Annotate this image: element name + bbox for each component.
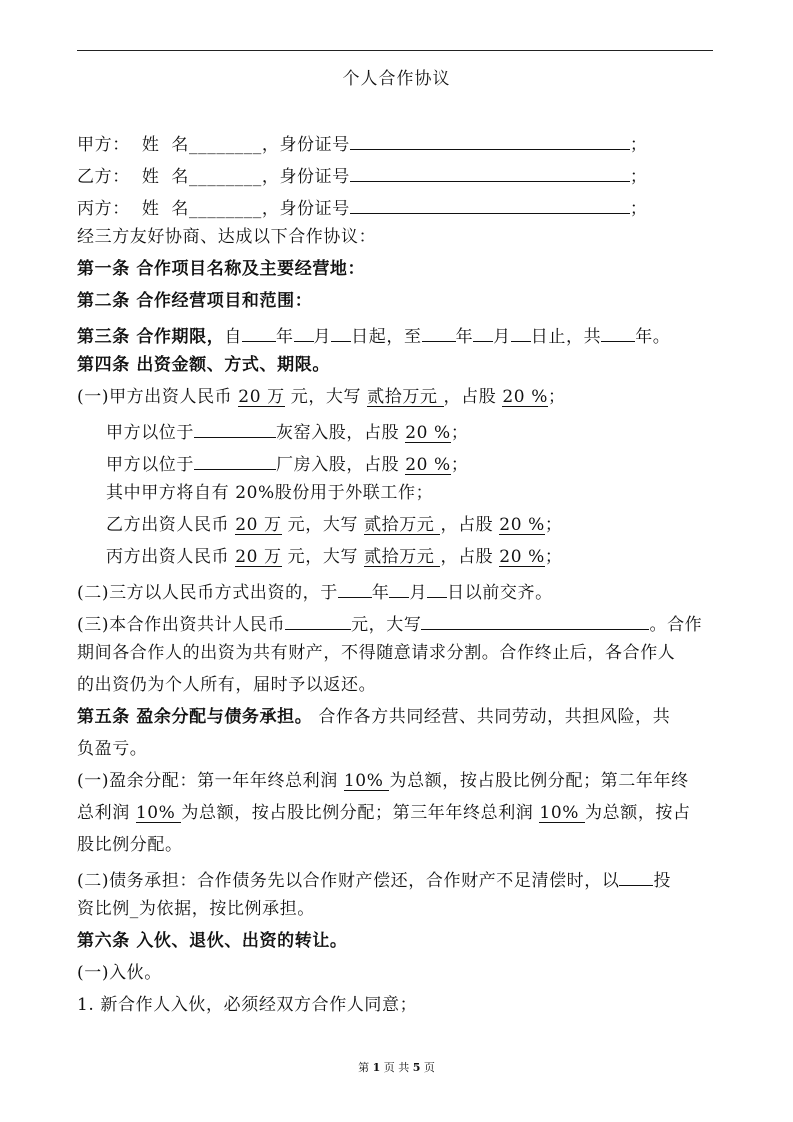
kiln-contribution: 甲方以位于 灰窑入股，占股 20 %；: [106, 418, 468, 444]
article-5-line: 第五条 盈余分配与债务承担。 合作各方共同经营、共同劳动，共担风险，共: [77, 707, 671, 727]
party-a-amount: 20 万: [238, 387, 285, 407]
party-b-id-field[interactable]: [350, 162, 630, 182]
plant-location-field[interactable]: [194, 450, 276, 470]
party-b-amount: 20 万: [235, 515, 282, 535]
party-a-share: 20 %: [502, 387, 548, 407]
article-1-heading: 第一条 合作项目名称及主要经营地：: [77, 259, 366, 279]
start-day-field[interactable]: [331, 322, 351, 342]
article-5-heading: 第五条 盈余分配与债务承担。: [77, 707, 313, 727]
party-c-line: 丙方： 姓 名________，身份证号 ；: [77, 194, 647, 220]
kiln-share: 20 %: [405, 423, 451, 443]
page-number: 1: [372, 1061, 381, 1074]
party-c-share: 20 %: [499, 547, 545, 567]
article-6-heading: 第六条 入伙、退伙、出资的转让。: [77, 931, 348, 951]
party-b-share: 20 %: [499, 515, 545, 535]
party-a-name-blank[interactable]: ________: [189, 135, 262, 155]
plant-contribution: 甲方以位于 厂房入股，占股 20 %；: [106, 450, 468, 476]
article-5-line-2: 负盈亏。: [77, 739, 148, 759]
party-c-name-blank[interactable]: ________: [189, 199, 262, 219]
profit-distribution-line-3: 股比例分配。: [77, 835, 183, 855]
party-b-line: 乙方： 姓 名________，身份证号 ；: [77, 162, 647, 188]
page-total: 5: [412, 1061, 421, 1074]
party-a-contribution: (一)甲方出资人民币 20 万 元，大写 贰拾万元 ，占股 20 %；: [77, 387, 566, 407]
debt-bearing-line-1: (二)债务承担：合作债务先以合作财产偿还，合作财产不足清偿时，以 投: [77, 866, 671, 892]
kiln-location-field[interactable]: [194, 418, 276, 438]
intro-text: 经三方友好协商、达成以下合作协议：: [77, 227, 377, 247]
end-month-field[interactable]: [473, 322, 493, 342]
admission-item-1: 1. 新合作人入伙，必须经双方合作人同意；: [77, 995, 418, 1015]
payment-day-field[interactable]: [427, 578, 447, 598]
profit-distribution-line-2: 总利润 10% 为总额，按占股比例分配；第三年年终总利润 10% 为总额，按占: [77, 803, 691, 823]
party-c-contribution: 丙方出资人民币 20 万 元，大写 贰拾万元 ，占股 20 %；: [106, 547, 563, 567]
article-3-heading: 第三条 合作期限，: [77, 327, 225, 347]
party-b-amount-upper: 贰拾万元: [364, 515, 441, 535]
header-rule: [77, 50, 713, 51]
return-text: 的出资仍为个人所有，届时予以返还。: [77, 675, 377, 695]
year-3-profit-percent: 10%: [539, 803, 586, 823]
end-year-field[interactable]: [422, 322, 456, 342]
term-years-field[interactable]: [601, 322, 635, 342]
joint-property-text: 期间各合作人的出资为共有财产，不得随意请求分割。合作终止后，各合作人: [77, 643, 676, 663]
debt-bearing-line-2: 资比例_为依据，按比例承担。: [77, 899, 315, 919]
total-contribution-line: (三)本合作出资共计人民币 元，大写 。合作: [77, 610, 702, 636]
party-b-name-blank[interactable]: ________: [189, 167, 262, 187]
payment-year-field[interactable]: [338, 578, 372, 598]
payment-month-field[interactable]: [389, 578, 409, 598]
page-title: 个人合作协议: [342, 69, 451, 89]
profit-distribution-line-1: (一)盈余分配：第一年年终总利润 10% 为总额，按占股比例分配；第二年年终: [77, 771, 689, 791]
start-year-field[interactable]: [242, 322, 276, 342]
external-share-note: 其中甲方将自有 20%股份用于外联工作；: [106, 483, 434, 503]
article-2-heading: 第二条 合作经营项目和范围：: [77, 291, 313, 311]
debt-basis-field[interactable]: [619, 866, 653, 886]
year-1-profit-percent: 10%: [343, 771, 390, 791]
article-3-line: 第三条 合作期限，自 年 月 日起，至 年 月 日止，共 年。: [77, 322, 670, 348]
payment-deadline-line: (二)三方以人民币方式出资的，于 年 月 日以前交齐。: [77, 578, 553, 604]
party-b-contribution: 乙方出资人民币 20 万 元，大写 贰拾万元 ，占股 20 %；: [106, 515, 563, 535]
admission-heading: (一)入伙。: [77, 963, 162, 983]
page-footer: 第 1 页 共 5 页: [358, 1061, 435, 1074]
year-2-profit-percent: 10%: [135, 803, 182, 823]
party-a-id-field[interactable]: [350, 130, 630, 150]
article-4-heading: 第四条 出资金额、方式、期限。: [77, 355, 330, 375]
total-amount-field[interactable]: [285, 610, 351, 630]
party-a-line: 甲方： 姓 名________，身份证号 ；: [77, 130, 647, 156]
total-amount-upper-field[interactable]: [421, 610, 649, 630]
party-c-amount-upper: 贰拾万元: [364, 547, 441, 567]
party-a-amount-upper: 贰拾万元: [367, 387, 444, 407]
plant-share: 20 %: [405, 455, 451, 475]
end-day-field[interactable]: [511, 322, 531, 342]
party-c-amount: 20 万: [235, 547, 282, 567]
start-month-field[interactable]: [294, 322, 314, 342]
party-c-id-field[interactable]: [350, 194, 630, 214]
